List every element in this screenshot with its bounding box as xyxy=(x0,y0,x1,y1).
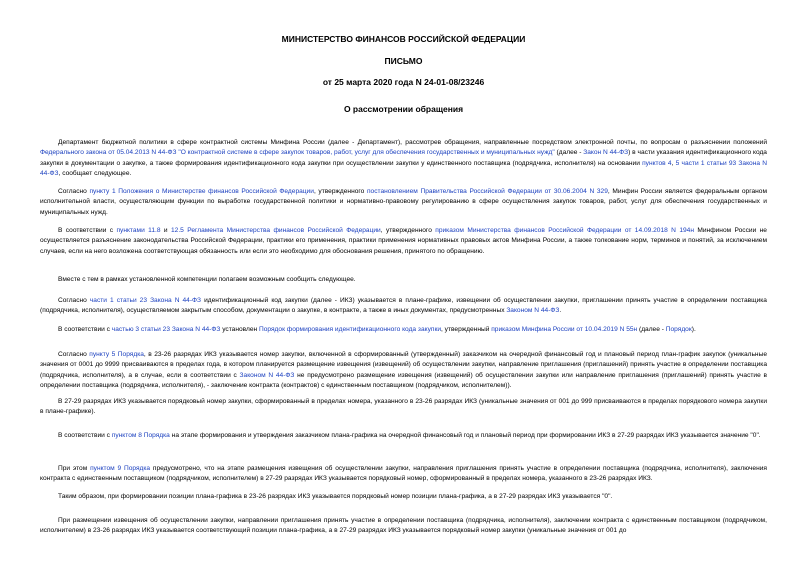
paragraph-text: Вместе с тем в рамках установленной компетенции полагаем возможным сообщить следующее. xyxy=(58,276,356,283)
paragraph xyxy=(40,431,767,441)
paragraph-text: Согласно xyxy=(58,188,90,195)
paragraph-text: идентификационный код закупки (далее - ИКЗ) указывается в плане-графике, извещении об осуществлении закупки, приглашении принять участие в определении поставщика (подрядчика, исполнителя), осуществляемом закрытым способом, документации о закупке, в контракте, а также в иных документах, предусмотренных xyxy=(40,297,767,315)
document-link[interactable]: Федерального закона от 05.04.2013 N 44-ФЗ "О контрактной системе в сфере закупок товаров, работ, услуг для обеспечения государственных и муниципальных нужд" xyxy=(40,149,555,157)
paragraph xyxy=(40,226,767,257)
paragraph-text: Согласно xyxy=(58,351,90,358)
document-link[interactable]: Законом N 44-ФЗ xyxy=(239,371,295,379)
paragraph xyxy=(40,516,767,537)
document-subject: О рассмотрении обращения xyxy=(343,104,464,114)
document-link[interactable]: приказом Минфина России от 10.04.2019 N 55н xyxy=(491,326,638,333)
paragraph-text: Таким образом, при формировании позиции плана-графика в 23-26 разрядах ИКЗ указывается порядковый номер позиции плана-графика, а в 27-29 разрядах ИКЗ указывается "0". xyxy=(58,493,613,500)
document-link[interactable]: пункту 5 Порядка xyxy=(89,351,144,358)
paragraph-text: В соответствии с xyxy=(58,326,112,333)
paragraph-text: Минфином России не осуществляется разъяснение законодательства Российской Федерации, практики его применения, практики применения нормативных правовых актов Минфина России, а также толкование норм, терминов и понятий, за исключением случаев, если на него возложена соответствующая обязанность или если это необходимо для обоснования решения, принятого по обращению. xyxy=(40,227,767,255)
paragraph-text: , утвержденный xyxy=(441,326,492,333)
document-link[interactable]: пунктов 4 xyxy=(642,159,672,167)
document-link[interactable]: 5 части 1 статьи 93 Закона N 44-ФЗ xyxy=(40,159,767,178)
document-link[interactable]: Законом N 44-ФЗ xyxy=(506,307,560,315)
paragraph-text: В соответствии с xyxy=(58,432,112,439)
paragraph-text: В 27-29 разрядах ИКЗ указывается порядковый номер закупки, сформированный в пределах номера, указанного в 23-26 разрядах ИКЗ (уникальные значения от 001 до 999 присваиваются в пределах порядкового номера закупки в плане-графике). xyxy=(40,398,767,416)
document-link[interactable]: частью 3 статьи 23 Закона N 44-ФЗ xyxy=(111,326,221,333)
document-link[interactable]: постановлением Правительства Российской Федерации от 30.06.2004 N 329 xyxy=(366,188,608,195)
paragraph-text: , в 23-26 разрядах ИКЗ указывается номер закупки, включенной в сформированный (утвержденный) заказчиком на очередной финансовый год и плановый период план-график закупок (уникальные значения от 0001 до 9999 присваиваются в пределах года, в котором планируется размещение извещения (извещений) об осуществлении закупки, направление приглашения (приглашений) принять участие в определении поставщика (подрядчика, исполнителя), а в случае, если в соответствии с xyxy=(40,351,767,379)
document-type: ПИСЬМО xyxy=(384,56,423,66)
document-link[interactable]: Закон N 44-ФЗ xyxy=(583,149,629,157)
document-link[interactable]: Порядок формирования идентификационного кода закупки xyxy=(258,326,442,333)
document-link[interactable]: пункту 1 Положения о Министерстве финансов Российской Федерации xyxy=(89,188,314,195)
paragraph-text: Департамент бюджетной политики в сфере контрактной системы Минфина России (далее - Департамент), рассмотрев обращения, направленные посредством электронной почты, по вопросам о разъяснении положений xyxy=(58,139,767,146)
document-link[interactable]: части 1 статьи 23 Закона N 44-ФЗ xyxy=(89,297,202,304)
paragraph-text: При этом xyxy=(58,465,91,472)
paragraph xyxy=(40,187,767,218)
document-link[interactable]: пунктом 8 Порядка xyxy=(111,432,170,439)
document-date-number: от 25 марта 2020 года N 24-01-08/23246 xyxy=(322,77,485,87)
paragraph-text: ) в части указания идентификационного кода закупки в документации о закупке, а также формирования идентификационного кода закупки при осуществлении закупки у единственного поставщика (подрядчика, исполнителя) на основании xyxy=(40,149,767,167)
document-link[interactable]: 12.5 Регламента Министерства финансов Российской Федерации xyxy=(170,227,381,234)
paragraph-text: (далее - xyxy=(637,326,666,333)
document-link[interactable]: Порядок xyxy=(665,326,692,333)
paragraph xyxy=(40,464,767,485)
paragraph-text: предусмотрено, что на этапе размещения извещения об осуществлении закупки, направления приглашения принять участие в определении поставщика (подрядчика, исполнителя), заключения контракта с единственным поставщиком (подрядчиком, исполнителем) в 27-29 разрядах ИКЗ указывается порядковый номер, сформированный в пределах номера, указанного в 23-26 разрядах ИКЗ. xyxy=(40,465,767,483)
paragraph xyxy=(40,325,767,335)
paragraph-text: не предусмотрено размещение извещения (извещений) об осуществлении закупки или направление приглашения (приглашений) принять участие в определении поставщика (подрядчика, исполнителя), - заключение контракта (контрактов) с единственным поставщиком (подрядчиком, исполнителем)). xyxy=(40,371,767,390)
paragraph xyxy=(40,492,767,502)
paragraph xyxy=(40,397,767,418)
paragraph xyxy=(40,275,767,285)
paragraph-text: ). xyxy=(691,326,696,333)
paragraph xyxy=(40,296,767,317)
paragraph-text: Согласно xyxy=(58,297,90,304)
paragraph-text: и xyxy=(160,227,171,234)
paragraph-text: . xyxy=(559,307,562,315)
paragraph-text: , утвержденного xyxy=(313,188,367,195)
ministry-heading: МИНИСТЕРСТВО ФИНАНСОВ РОССИЙСКОЙ ФЕДЕРАЦИИ xyxy=(281,34,526,44)
paragraph-text: , Минфин России является федеральным органом исполнительной власти, осуществляющим функции по выработке государственной политики и нормативно-правовому регулированию в сфере осуществления закупок товаров, работ, услуг для обеспечения государственных и муниципальных нужд. xyxy=(40,188,767,216)
paragraph-text: , сообщает следующее. xyxy=(58,170,132,178)
paragraph-text: При размещении извещения об осуществлении закупки, направлении приглашения принять участие в определении поставщика (подрядчика, исполнителя), заключении контракта с единственным поставщиком (подрядчиком, исполнителем) в 23-26 разрядах ИКЗ указывается соответствующий позиции плана-графика, а в 27-29 разрядах ИКЗ указывается порядковый номер закупки (уникальные значения от 001 до xyxy=(40,517,767,535)
paragraph xyxy=(40,138,767,180)
paragraph-text: , утвержденного xyxy=(380,227,436,234)
paragraph xyxy=(40,350,767,392)
paragraph-text: , xyxy=(671,159,676,167)
document-link[interactable]: пунктами 11.8 xyxy=(116,227,161,234)
document-link[interactable]: приказом Министерства финансов Российской Федерации от 14.09.2018 N 194н xyxy=(435,227,694,234)
paragraph-text: на этапе формирования и утверждения заказчиком плана-графика на очередной финансовый год и плановый период при формировании ИКЗ в 27-29 разрядах ИКЗ указывается значение "0". xyxy=(169,432,761,439)
document-link[interactable]: пунктом 9 Порядка xyxy=(90,465,151,472)
paragraph-text: установлен xyxy=(220,326,259,333)
paragraph-text: (далее - xyxy=(554,149,584,157)
paragraph-text: В соответствии с xyxy=(58,227,117,234)
